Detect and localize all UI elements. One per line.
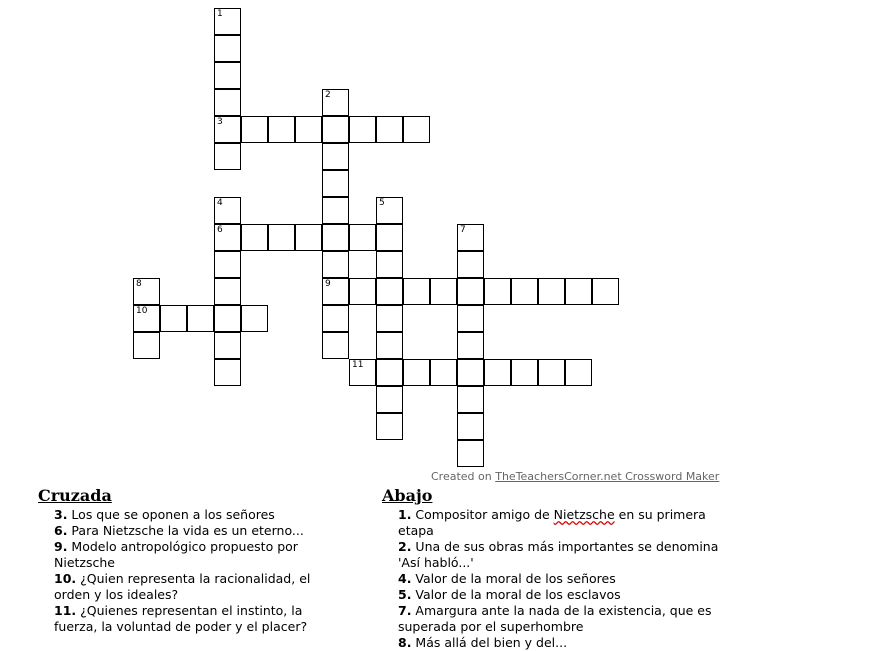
down-heading: Abajo [382,486,433,505]
crossword-cell[interactable] [214,305,241,332]
crossword-cell[interactable] [457,359,484,386]
crossword-cell[interactable] [268,116,295,143]
crossword-cell[interactable] [322,332,349,359]
crossword-cell[interactable] [592,278,619,305]
crossword-cell[interactable] [376,332,403,359]
clue-down-7: 7. Amargura ante la nada de la existencia, que es superada por el superhombre [398,603,712,634]
clue-down-1: 1. Compositor amigo de Nietzsche en su primera etapa [398,507,706,538]
crossword-cell[interactable] [214,251,241,278]
crossword-cell[interactable] [322,143,349,170]
clue-down-5: 5. Valor de la moral de los esclavos [398,587,621,602]
crossword-cell[interactable] [430,359,457,386]
crossword-cell[interactable] [538,359,565,386]
clue-across-11: 11. ¿Quienes representan el instinto, la fuerza, la voluntad de poder y el placer? [54,603,308,634]
cell-number: 11 [352,360,364,370]
clue-down-8: 8. Más allá del bien y del... [398,635,568,650]
crossword-cell[interactable] [457,224,484,251]
crossword-cell[interactable] [295,224,322,251]
crossword-cell[interactable] [268,224,295,251]
crossword-cell[interactable] [160,305,187,332]
crossword-cell[interactable] [403,116,430,143]
clue-across-10: 10. ¿Quien representa la racionalidad, el orden y los ideales? [54,571,311,602]
cell-number: 4 [217,198,223,208]
crossword-cell[interactable] [322,278,349,305]
crossword-cell[interactable] [511,359,538,386]
across-heading: Cruzada [38,486,112,505]
crossword-cell[interactable] [322,224,349,251]
crossword-cell[interactable] [403,278,430,305]
crossword-cell[interactable] [376,116,403,143]
crossword-cell[interactable] [241,116,268,143]
crossword-cell[interactable] [565,278,592,305]
crossword-cell[interactable] [322,305,349,332]
crossword-cell[interactable] [349,116,376,143]
credit-link[interactable]: TheTeachersCorner.net Crossword Maker [495,470,720,483]
crossword-cell[interactable] [349,359,376,386]
crossword-cell[interactable] [322,116,349,143]
crossword-cell[interactable] [349,224,376,251]
clue-across-9: 9. Modelo antropológico propuesto por Nietzsche [54,539,298,570]
crossword-cell[interactable] [214,359,241,386]
cell-number: 2 [325,90,331,100]
crossword-cell[interactable] [376,251,403,278]
credit-line [431,470,719,483]
crossword-cell[interactable] [457,413,484,440]
crossword-cell[interactable] [484,278,511,305]
crossword-cell[interactable] [565,359,592,386]
crossword-cell[interactable] [133,332,160,359]
cell-number: 9 [325,279,331,289]
crossword-cell[interactable] [457,251,484,278]
crossword-cell[interactable] [214,332,241,359]
crossword-cell[interactable] [376,305,403,332]
cell-number: 5 [379,198,385,208]
cell-number: 8 [136,279,142,289]
crossword-cell[interactable] [214,224,241,251]
down-clues [382,486,732,651]
crossword-cell[interactable] [457,278,484,305]
crossword-cell[interactable] [322,251,349,278]
crossword-cell[interactable] [214,143,241,170]
crossword-cell[interactable] [214,35,241,62]
crossword-cell[interactable] [376,197,403,224]
crossword-cell[interactable] [133,278,160,305]
crossword-cell[interactable] [241,305,268,332]
cell-number: 6 [217,225,223,235]
crossword-cell[interactable] [322,89,349,116]
crossword-cell[interactable] [133,305,160,332]
crossword-cell[interactable] [457,386,484,413]
clue-down-4: 4. Valor de la moral de los señores [398,571,616,586]
crossword-cell[interactable] [511,278,538,305]
crossword-cell[interactable] [457,332,484,359]
crossword-cell[interactable] [430,278,457,305]
crossword-cell[interactable] [349,278,376,305]
crossword-cell[interactable] [214,278,241,305]
crossword-cell[interactable] [538,278,565,305]
clue-across-3: 3. Los que se oponen a los señores [54,507,275,522]
crossword-cell[interactable] [322,197,349,224]
crossword-cell[interactable] [376,278,403,305]
crossword-cell[interactable] [214,8,241,35]
crossword-cell[interactable] [187,305,214,332]
crossword-cell[interactable] [241,224,268,251]
crossword-cell[interactable] [214,89,241,116]
crossword-cell[interactable] [214,197,241,224]
crossword-cell[interactable] [376,224,403,251]
clue-down-2: 2. Una de sus obras más importantes se denomina 'Así habló...' [398,539,719,570]
crossword-cell[interactable] [295,116,322,143]
crossword-cell[interactable] [376,413,403,440]
crossword-cell[interactable] [484,359,511,386]
crossword-cell[interactable] [403,359,430,386]
cell-number: 1 [217,9,223,19]
crossword-cell[interactable] [214,116,241,143]
clue-across-6: 6. Para Nietzsche la vida es un eterno... [54,523,304,538]
cell-number: 7 [460,225,466,235]
cell-number: 10 [136,306,148,316]
across-clues [38,486,348,635]
crossword-cell[interactable] [376,386,403,413]
crossword-cell[interactable] [457,305,484,332]
crossword-cell[interactable] [214,62,241,89]
crossword-cell[interactable] [457,440,484,467]
credit-prefix: Created on [431,470,496,483]
crossword-cell[interactable] [322,170,349,197]
crossword-cell[interactable] [376,359,403,386]
cell-number: 3 [217,117,223,127]
